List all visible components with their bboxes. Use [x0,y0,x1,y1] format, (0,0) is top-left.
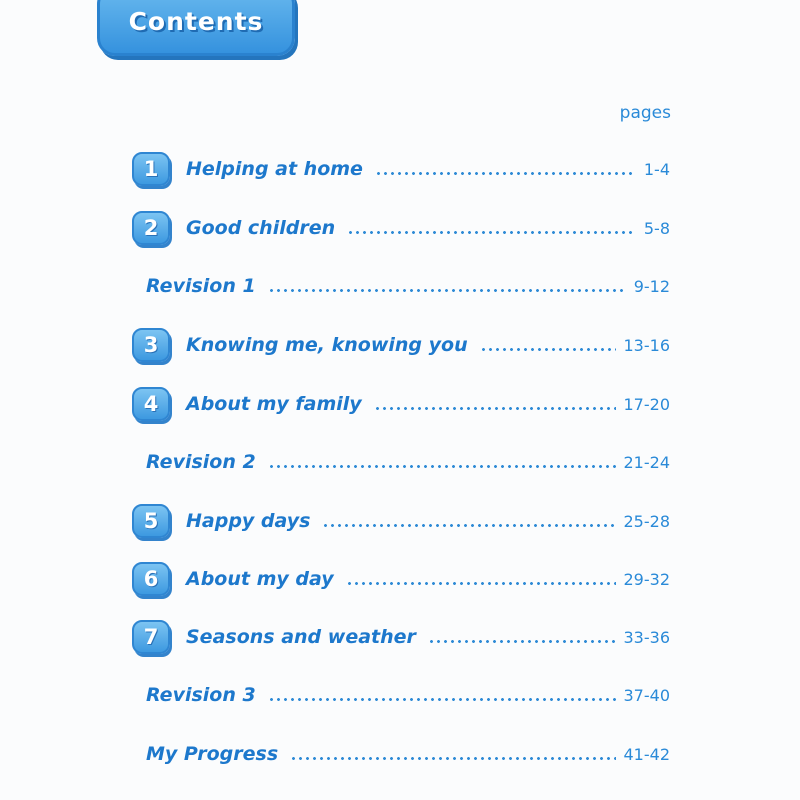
toc-entry-pages: 41-42 [623,744,670,764]
toc-entry-pages: 33-36 [623,627,670,647]
unit-number-badge: 7 [132,620,170,654]
toc-entry-pages: 5-8 [643,218,670,238]
toc-entry-title: About my day [186,568,334,590]
pages-column-label: pages [619,103,671,123]
dot-leader [322,524,615,527]
toc-entry-pages: 9-12 [633,276,670,296]
toc-entry-title: Revision 2 [146,451,256,473]
dot-leader [347,231,636,234]
toc-entry-title: Knowing me, knowing you [186,334,468,356]
toc-entry-title: My Progress [146,743,279,765]
unit-number-badge: 2 [132,211,170,245]
contents-heading: Contents [128,7,264,36]
toc-entry-title: About my family [186,393,362,415]
unit-number-badge: 4 [132,387,170,421]
toc-entry-revision-3[interactable] [146,677,670,713]
toc-entry-pages: 1-4 [643,159,670,179]
toc-entry-pages: 25-28 [623,511,670,531]
dot-leader [375,172,636,175]
contents-tab [97,0,295,56]
dot-leader [374,407,616,410]
dot-leader [290,757,615,760]
unit-number-badge: 3 [132,328,170,362]
toc-entry-title: Happy days [186,510,311,532]
toc-entry-unit-5[interactable] [132,503,670,539]
toc-entry-unit-1[interactable] [132,151,670,187]
toc-entry-pages: 37-40 [623,685,670,705]
unit-number-badge: 6 [132,562,170,596]
toc-entry-title: Revision 3 [146,684,256,706]
toc-entry-unit-4[interactable] [132,386,670,422]
toc-entry-unit-2[interactable] [132,210,670,246]
dot-leader [268,698,616,701]
toc-entry-title: Good children [186,217,336,239]
toc-entry-unit-3[interactable] [132,327,670,363]
toc-entry-pages: 13-16 [623,335,670,355]
toc-entry-pages: 29-32 [623,569,670,589]
toc-entry-unit-6[interactable] [132,561,670,597]
toc-entry-revision-2[interactable] [146,444,670,480]
toc-entry-pages: 21-24 [623,452,670,472]
unit-number-badge: 1 [132,152,170,186]
toc-entry-unit-7[interactable] [132,619,670,655]
toc-entry-title: Revision 1 [146,275,256,297]
dot-leader [480,348,616,351]
toc-entry-title: Helping at home [186,158,363,180]
toc-entry-my-progress[interactable] [146,736,670,772]
dot-leader [346,582,616,585]
dot-leader [268,289,626,292]
dot-leader [268,465,616,468]
unit-number-badge: 5 [132,504,170,538]
toc-entry-pages: 17-20 [623,394,670,414]
dot-leader [428,640,616,643]
toc-entry-title: Seasons and weather [186,626,416,648]
toc-entry-revision-1[interactable] [146,268,670,304]
